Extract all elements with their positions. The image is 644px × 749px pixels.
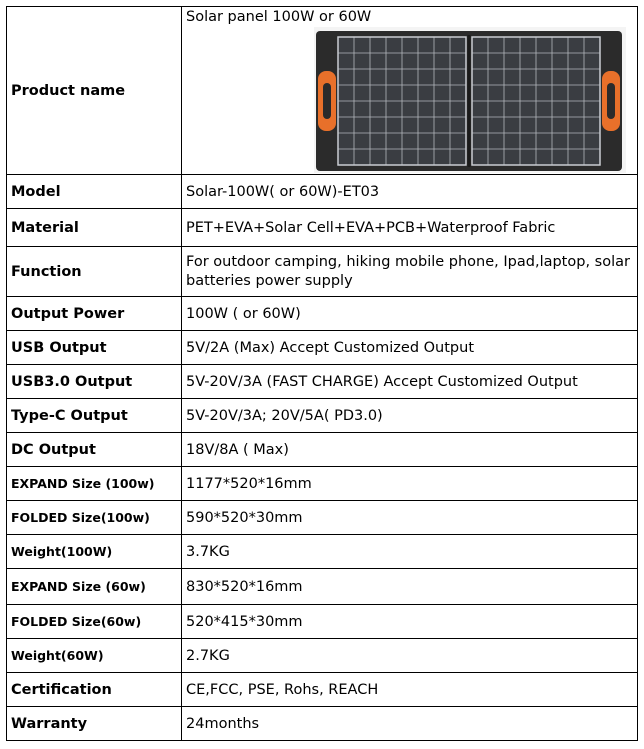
row-output-power	[7, 297, 638, 331]
value-product-name-cell	[182, 7, 638, 175]
row-material	[7, 209, 638, 247]
row-folded-size-100w	[7, 501, 638, 535]
label-usb-output: USB Output	[7, 331, 182, 365]
label-function: Function	[7, 247, 182, 297]
label-expand-size-60w: EXPAND Size (60w)	[7, 569, 182, 605]
label-product-name: Product name	[7, 7, 182, 175]
label-weight-60w: Weight(60W)	[7, 639, 182, 673]
value-weight-60w: 2.7KG	[182, 639, 638, 673]
label-usb3-output: USB3.0 Output	[7, 365, 182, 399]
value-material: PET+EVA+Solar Cell+EVA+PCB+Waterproof Fabric	[182, 209, 638, 247]
solar-panel-image	[314, 27, 626, 173]
value-expand-size-100w: 1177*520*16mm	[182, 467, 638, 501]
label-certification: Certification	[7, 673, 182, 707]
value-dc-output: 18V/8A ( Max)	[182, 433, 638, 467]
label-model: Model	[7, 175, 182, 209]
value-usb3-output: 5V-20V/3A (FAST CHARGE) Accept Customized Output	[182, 365, 638, 399]
label-folded-size-100w: FOLDED Size(100w)	[7, 501, 182, 535]
value-expand-size-60w: 830*520*16mm	[182, 569, 638, 605]
value-certification: CE,FCC, PSE, Rohs, REACH	[182, 673, 638, 707]
label-expand-size-100w: EXPAND Size (100w)	[7, 467, 182, 501]
row-certification	[7, 673, 638, 707]
label-material: Material	[7, 209, 182, 247]
value-warranty: 24months	[182, 707, 638, 741]
label-dc-output: DC Output	[7, 433, 182, 467]
value-function: For outdoor camping, hiking mobile phone, Ipad,laptop, solar batteries power supply	[182, 247, 638, 297]
label-weight-100w: Weight(100W)	[7, 535, 182, 569]
value-type-c-output: 5V-20V/3A; 20V/5A( PD3.0)	[182, 399, 638, 433]
row-usb3-output	[7, 365, 638, 399]
value-usb-output: 5V/2A (Max) Accept Customized Output	[182, 331, 638, 365]
value-folded-size-60w: 520*415*30mm	[182, 605, 638, 639]
value-product-name: Solar panel 100W or 60W	[186, 9, 372, 25]
value-model: Solar-100W( or 60W)-ET03	[182, 175, 638, 209]
row-expand-size-60w	[7, 569, 638, 605]
row-product-name	[7, 7, 638, 175]
row-model	[7, 175, 638, 209]
value-weight-100w: 3.7KG	[182, 535, 638, 569]
row-function	[7, 247, 638, 297]
spec-table	[6, 6, 638, 741]
row-warranty	[7, 707, 638, 741]
row-weight-100w	[7, 535, 638, 569]
row-expand-size-100w	[7, 467, 638, 501]
value-output-power: 100W ( or 60W)	[182, 297, 638, 331]
row-folded-size-60w	[7, 605, 638, 639]
row-dc-output	[7, 433, 638, 467]
label-type-c-output: Type-C Output	[7, 399, 182, 433]
row-usb-output	[7, 331, 638, 365]
row-type-c-output	[7, 399, 638, 433]
label-folded-size-60w: FOLDED Size(60w)	[7, 605, 182, 639]
label-warranty: Warranty	[7, 707, 182, 741]
value-folded-size-100w: 590*520*30mm	[182, 501, 638, 535]
row-weight-60w	[7, 639, 638, 673]
label-output-power: Output Power	[7, 297, 182, 331]
